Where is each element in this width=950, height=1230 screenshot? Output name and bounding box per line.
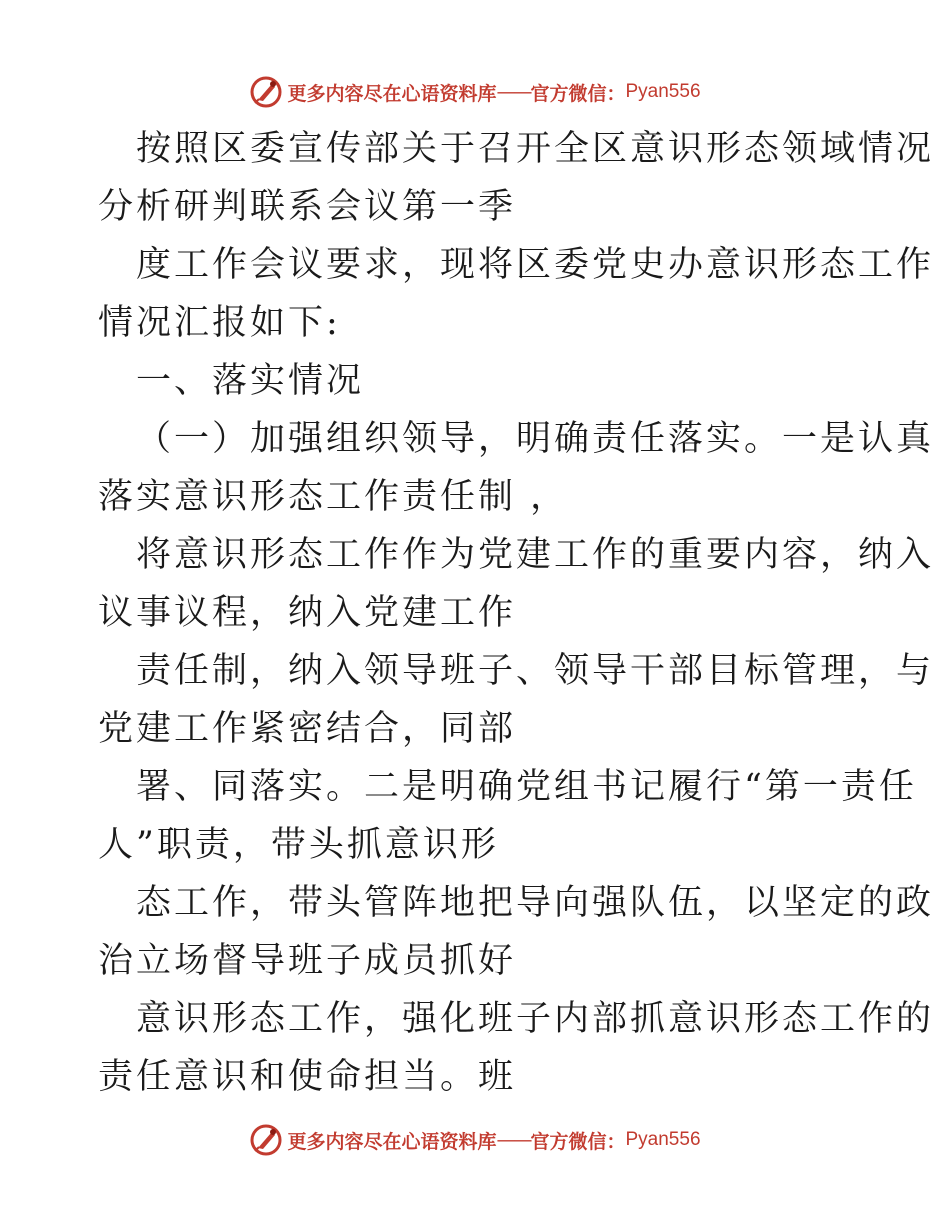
body-line: 态工作，带头管阵地把导向强队伍，以坚定的政 (136, 883, 935, 923)
quill-logo-icon (249, 1123, 283, 1157)
body-line: （一）加强组织领导，明确责任落实。一是认真 (136, 419, 935, 459)
watermark-wechat-id: Pyan556 (625, 1129, 701, 1150)
body-line: 治立场督导班子成员抓好 (98, 941, 517, 981)
watermark-separator: —— (496, 81, 531, 103)
body-line: 署、同落实。二是明确党组书记履行“第一责任 (136, 767, 917, 807)
watermark-header (0, 72, 950, 112)
body-line: 人”职责，带头抓意识形 (98, 825, 499, 865)
watermark-text: 更多内容尽在心语资料库 (287, 1130, 497, 1153)
watermark-footer (0, 1120, 950, 1160)
body-line: 责任制，纳入领导班子、领导干部目标管理，与 (136, 651, 935, 691)
section-heading: 一、落实情况 (136, 361, 365, 401)
body-line: 责任意识和使命担当。班 (98, 1057, 517, 1097)
watermark-separator: —— (496, 1129, 531, 1151)
body-line: 落实意识形态工作责任制 ， (98, 477, 569, 517)
body-line: 党建工作紧密结合，同部 (98, 709, 517, 749)
body-line: 情况汇报如下: (98, 303, 341, 343)
watermark-wechat-label: 官方微信： (530, 1130, 626, 1153)
watermark-wechat-label: 官方微信： (530, 82, 626, 105)
document-body (98, 120, 935, 1106)
watermark-text: 更多内容尽在心语资料库 (287, 82, 497, 105)
body-line: 议事议程，纳入党建工作 (98, 593, 517, 633)
quill-logo-icon (249, 75, 283, 109)
body-line: 分析研判联系会议第一季 (98, 187, 517, 227)
body-line: 度工作会议要求，现将区委党史办意识形态工作 (136, 245, 935, 285)
body-line: 意识形态工作，强化班子内部抓意识形态工作的 (136, 999, 935, 1039)
body-line: 按照区委宣传部关于召开全区意识形态领域情况 (136, 129, 935, 169)
body-line: 将意识形态工作作为党建工作的重要内容，纳入 (136, 535, 935, 575)
watermark-wechat-id: Pyan556 (625, 81, 701, 102)
